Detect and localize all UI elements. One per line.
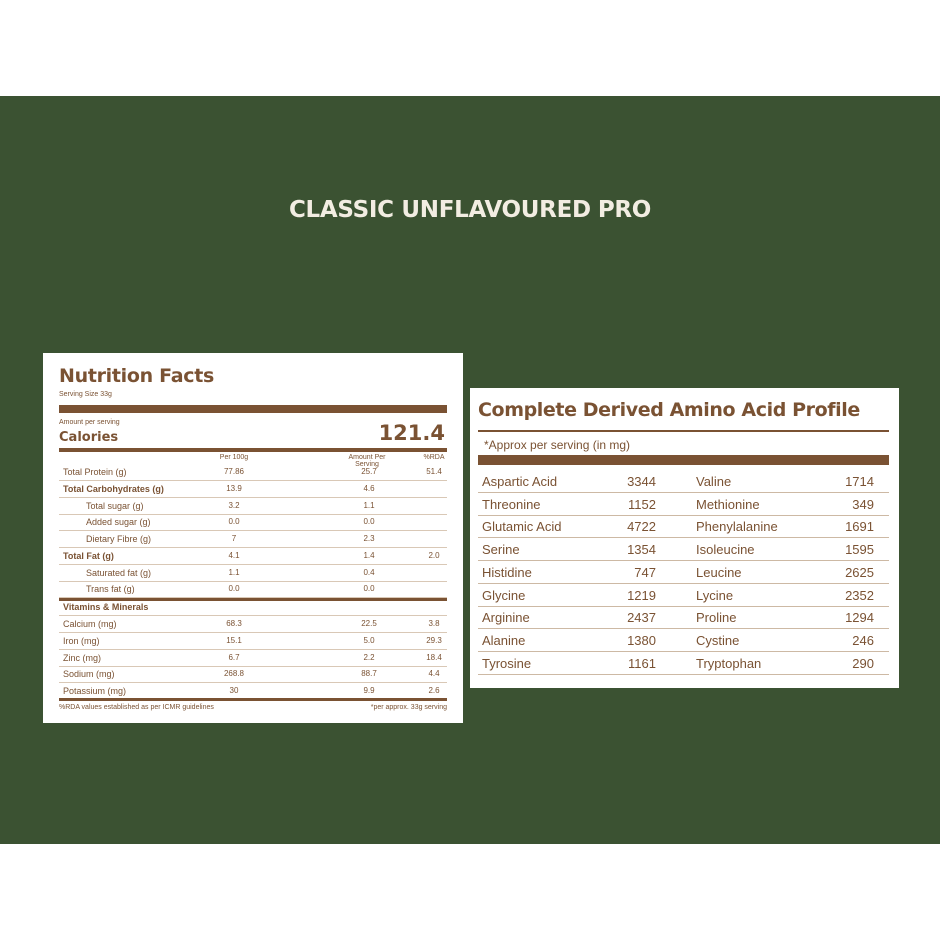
- nutrition-facts-heading: Nutrition Facts: [59, 365, 215, 387]
- rda-value: 2.0: [428, 551, 440, 560]
- rda-value: 18.4: [426, 653, 442, 662]
- nutrition-row: [59, 514, 447, 531]
- per-100g-value: 77.86: [223, 467, 245, 476]
- per-serving-value: 22.5: [361, 619, 377, 628]
- amino-name-left: Alanine: [482, 632, 526, 648]
- calories-label: Calories: [59, 430, 119, 445]
- serving-size: Serving Size 33g: [59, 391, 112, 398]
- nutrient-label: Total Fat (g): [63, 551, 114, 561]
- amino-value-right: 2625: [845, 564, 874, 580]
- nutrition-row: [59, 464, 447, 481]
- column-header-per100: Per 100g: [219, 454, 249, 461]
- amino-name-left: Aspartic Acid: [482, 474, 558, 489]
- per-serving-value: 2.3: [363, 534, 375, 543]
- nutrition-row: [59, 498, 447, 515]
- per-serving-value: 2.2: [363, 653, 375, 662]
- nutrient-label: Iron (mg): [63, 636, 100, 646]
- amino-name-left: Threonine: [482, 496, 541, 512]
- per-serving-value: 0.0: [363, 584, 375, 593]
- amino-row: [478, 493, 889, 516]
- amino-row: [478, 538, 889, 561]
- amino-value-right: 290: [852, 655, 874, 671]
- amino-thick-divider: [478, 455, 889, 465]
- nutrition-facts-card: [43, 353, 463, 723]
- nutrition-row: [59, 616, 447, 633]
- nutrient-label: Dietary Fibre (g): [86, 534, 152, 544]
- per-100g-value: 6.7: [228, 653, 240, 662]
- nutrient-label: Saturated fat (g): [86, 568, 152, 578]
- nutrient-label: Added sugar (g): [86, 517, 151, 527]
- per-serving-value: 1.4: [363, 551, 375, 560]
- per-serving-value: 5.0: [363, 636, 375, 645]
- amino-value-left: 1161: [628, 655, 656, 671]
- amino-name-left: Glycine: [482, 587, 526, 603]
- amino-value-left: 1380: [627, 632, 656, 648]
- nutrition-row: [59, 599, 447, 616]
- nutrient-label: Sodium (mg): [63, 669, 115, 679]
- amino-value-right: 1714: [845, 474, 874, 489]
- amino-value-right: 246: [852, 632, 874, 648]
- nutrient-label: Calcium (mg): [63, 619, 117, 629]
- amino-value-right: 2352: [845, 587, 874, 603]
- amino-value-left: 1152: [628, 496, 656, 512]
- product-title: [0, 197, 940, 223]
- per-100g-value: 0.0: [228, 584, 240, 593]
- amino-value-right: 1294: [845, 610, 874, 626]
- product-title-main: CLASSIC UNFLAVOURED: [288, 197, 591, 223]
- per-100g-value: 1.1: [228, 568, 240, 577]
- thick-divider: [59, 405, 447, 413]
- nutrition-row: [59, 633, 447, 650]
- amino-name-right: Tryptophan: [696, 655, 762, 671]
- amino-row: [478, 606, 889, 629]
- rda-value: 51.4: [426, 467, 442, 476]
- nutrition-row: [59, 581, 447, 598]
- rda-value: 3.8: [428, 619, 440, 628]
- amino-value-left: 747: [634, 564, 656, 580]
- amino-row: [478, 629, 889, 652]
- amino-value-left: 1354: [627, 542, 656, 558]
- amino-acid-heading: Complete Derived Amino Acid Profile: [478, 399, 860, 421]
- amino-name-left: Histidine: [482, 564, 532, 580]
- amino-row: [478, 561, 889, 584]
- amino-acid-card: [470, 388, 899, 688]
- amino-top-rule: [478, 430, 889, 432]
- amino-name-left: Arginine: [482, 610, 530, 626]
- amino-value-left: 4722: [627, 519, 656, 535]
- amino-row: [478, 584, 889, 607]
- amino-value-right: 1691: [845, 519, 874, 535]
- per-100g-value: 30: [229, 686, 239, 695]
- amino-name-right: Valine: [696, 474, 732, 489]
- rda-value: 4.4: [428, 669, 440, 678]
- per-100g-value: 68.3: [226, 619, 242, 628]
- nutrient-label: Total sugar (g): [86, 501, 144, 511]
- nutrient-label: Total Protein (g): [63, 467, 127, 477]
- amino-value-right: 1595: [845, 542, 874, 558]
- amino-name-right: Proline: [696, 610, 737, 626]
- amino-name-right: Leucine: [696, 564, 742, 580]
- amino-row: [478, 652, 889, 675]
- column-header-serving: Amount Per Serving: [348, 454, 386, 468]
- amino-value-left: 3344: [627, 474, 656, 489]
- amino-name-right: Isoleucine: [696, 542, 755, 558]
- footer-divider: [59, 698, 447, 701]
- amino-name-right: Lycine: [696, 587, 734, 603]
- nutrient-label: Potassium (mg): [63, 686, 127, 696]
- per-100g-value: 268.8: [223, 669, 245, 678]
- rda-value: 29.3: [426, 636, 442, 645]
- per-serving-value: 0.4: [363, 568, 375, 577]
- per-serving-value: 1.1: [363, 501, 375, 510]
- nutrition-row: [59, 565, 447, 582]
- per-100g-value: 3.2: [228, 501, 240, 510]
- medium-divider: [59, 448, 447, 452]
- amino-name-left: Glutamic Acid: [482, 519, 562, 535]
- nutrient-label: Total Carbohydrates (g): [63, 484, 164, 494]
- nutrient-label: Vitamins & Minerals: [63, 602, 149, 612]
- amino-value-left: 2437: [627, 610, 656, 626]
- amount-per-serving-label: Amount per serving: [59, 419, 120, 426]
- amino-row: [478, 470, 889, 493]
- per-100g-value: 4.1: [228, 551, 240, 560]
- amino-value-left: 1219: [627, 587, 656, 603]
- per-100g-value: 13.9: [226, 484, 242, 493]
- nutrient-label: Trans fat (g): [86, 584, 135, 594]
- nutrition-row: [59, 666, 447, 683]
- serving-footnote: *per approx. 33g serving: [370, 704, 447, 711]
- per-100g-value: 0.0: [228, 517, 240, 526]
- amino-name-right: Phenylalanine: [696, 519, 778, 535]
- per-100g-value: 15.1: [226, 636, 242, 645]
- per-serving-value: 9.9: [363, 686, 375, 695]
- per-serving-value: 88.7: [361, 669, 377, 678]
- amino-value-right: 349: [852, 496, 874, 512]
- product-title-bold: PRO: [597, 197, 652, 223]
- nutrient-label: Zinc (mg): [63, 653, 101, 663]
- vitamins-divider: [59, 598, 447, 601]
- amino-subheading: *Approx per serving (in mg): [484, 438, 631, 452]
- per-100g-value: 7: [231, 534, 237, 543]
- nutrition-row: [59, 481, 447, 498]
- rda-value: 2.6: [428, 686, 440, 695]
- nutrition-row: [59, 548, 447, 565]
- rda-footnote: %RDA values established as per ICMR guidelines: [59, 704, 214, 711]
- amino-name-right: Methionine: [696, 496, 760, 512]
- amino-name-left: Tyrosine: [482, 655, 532, 671]
- amino-name-left: Serine: [482, 542, 520, 558]
- nutrition-row: [59, 650, 447, 667]
- per-serving-value: 0.0: [363, 517, 375, 526]
- nutrition-row: [59, 531, 447, 548]
- column-header-rda: %RDA: [423, 454, 445, 461]
- amino-row: [478, 515, 889, 538]
- per-serving-value: 4.6: [363, 484, 375, 493]
- amino-name-right: Cystine: [696, 632, 740, 648]
- per-serving-value: 25.7: [361, 467, 377, 476]
- calories-value: 121.4: [378, 421, 445, 445]
